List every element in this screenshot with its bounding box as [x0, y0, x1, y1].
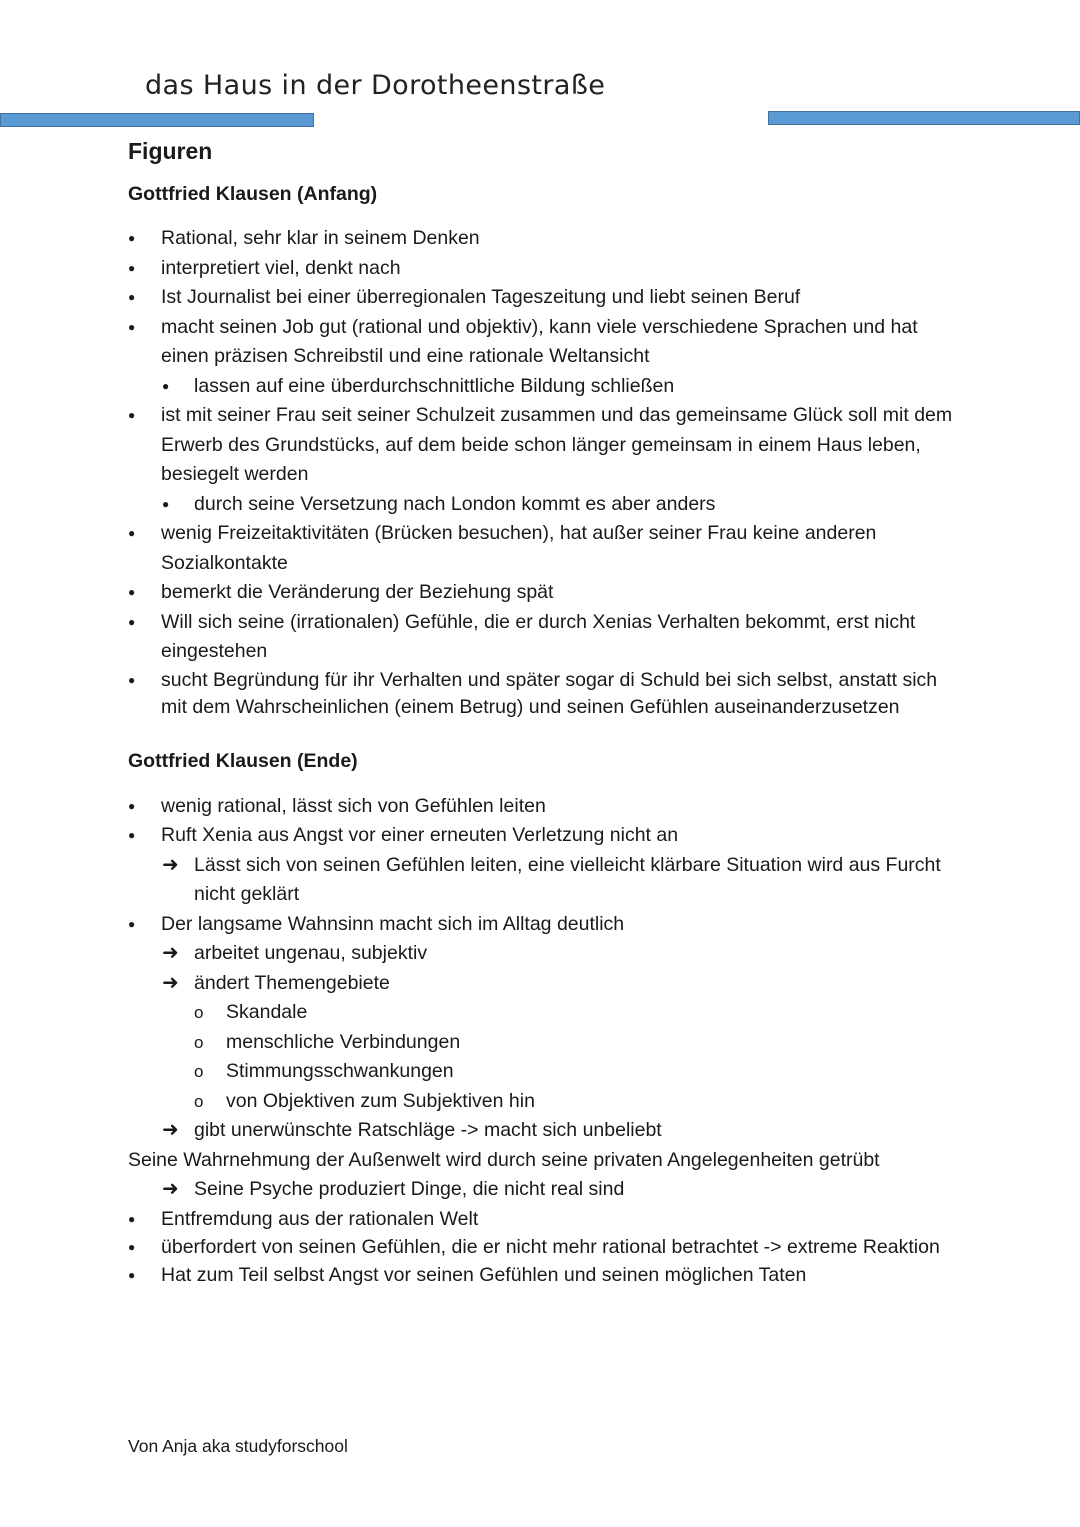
circle-item: o Stimmungsschwankungen	[128, 1057, 958, 1087]
document-body	[128, 136, 958, 1291]
list-ende	[128, 792, 958, 1291]
document-title: das Haus in der Dorotheenstraße	[145, 70, 606, 101]
arrow-item: ➜ Lässt sich von seinen Gefühlen leiten, eine vielleicht klärbare Situation wird aus Furcht nicht geklärt	[128, 851, 958, 910]
subheading-ende: Gottfried Klausen (Ende)	[128, 749, 358, 772]
title-rule-left	[0, 113, 314, 127]
list-anfang	[128, 224, 958, 721]
list-item: ● sucht Begründung für ihr Verhalten und später sogar di Schuld bei sich selbst, anstatt sich mit dem Wahrscheinlichen (einem Betrug) und seinen Gefühlen auseinanderzusetzen	[128, 667, 958, 721]
list-item: ● überfordert von seinen Gefühlen, die er nicht mehr rational betrachtet -> extreme Reaktion	[128, 1234, 958, 1261]
arrow-item: ➜ arbeitet ungenau, subjektiv	[128, 939, 958, 969]
list-item: ● ist mit seiner Frau seit seiner Schulzeit zusammen und das gemeinsame Glück soll mit dem Erwerb des Grundstücks, auf dem beide schon länger gemeinsam in einem Haus leben, besiegelt werden	[128, 401, 958, 490]
list-item: ● macht seinen Job gut (rational und objektiv), kann viele verschiedene Sprachen und hat einen präzisen Schreibstil und eine rationale Weltansicht	[128, 313, 958, 372]
subheading-anfang: Gottfried Klausen (Anfang)	[128, 183, 378, 205]
list-item: ● Hat zum Teil selbst Angst vor seinen Gefühlen und seinen möglichen Taten	[128, 1261, 958, 1291]
list-item: ● bemerkt die Veränderung der Beziehung spät	[128, 578, 958, 608]
list-item: ● Ruft Xenia aus Angst vor einer erneuten Verletzung nicht an	[128, 821, 958, 851]
arrow-item: ➜ gibt unerwünschte Ratschläge -> macht sich unbeliebt	[128, 1116, 958, 1146]
section-title: Figuren	[128, 138, 213, 164]
arrow-item: ➜ ändert Themengebiete	[128, 969, 958, 999]
list-item: ● wenig rational, lässt sich von Gefühlen leiten	[128, 792, 958, 822]
list-item: ● Ist Journalist bei einer überregionalen Tageszeitung und liebt seinen Beruf	[128, 283, 958, 313]
list-item: ● Der langsame Wahnsinn macht sich im Alltag deutlich	[128, 910, 958, 940]
title-rule-right	[768, 111, 1080, 125]
footer-credit: Von Anja aka studyforschool	[128, 1436, 348, 1456]
list-subitem: ● lassen auf eine überdurchschnittliche Bildung schließen	[128, 372, 958, 402]
circle-item: o Skandale	[128, 998, 958, 1028]
list-item: ● Will sich seine (irrationalen) Gefühle, die er durch Xenias Verhalten bekommt, erst nicht eingestehen	[128, 608, 958, 667]
circle-item: o von Objektiven zum Subjektiven hin	[128, 1087, 958, 1117]
circle-item: o menschliche Verbindungen	[128, 1028, 958, 1058]
paragraph-line: Seine Wahrnehmung der Außenwelt wird durch seine privaten Angelegenheiten getrübt	[128, 1148, 880, 1171]
list-item: ● Rational, sehr klar in seinem Denken	[128, 224, 958, 254]
list-item: ● Entfremdung aus der rationalen Welt	[128, 1205, 958, 1235]
arrow-item: ➜ Seine Psyche produziert Dinge, die nicht real sind	[128, 1175, 958, 1205]
list-subitem: ● durch seine Versetzung nach London kommt es aber anders	[128, 490, 958, 520]
list-item: ● interpretiert viel, denkt nach	[128, 254, 958, 284]
list-item: ● wenig Freizeitaktivitäten (Brücken besuchen), hat außer seiner Frau keine anderen Sozialkontakte	[128, 519, 958, 578]
